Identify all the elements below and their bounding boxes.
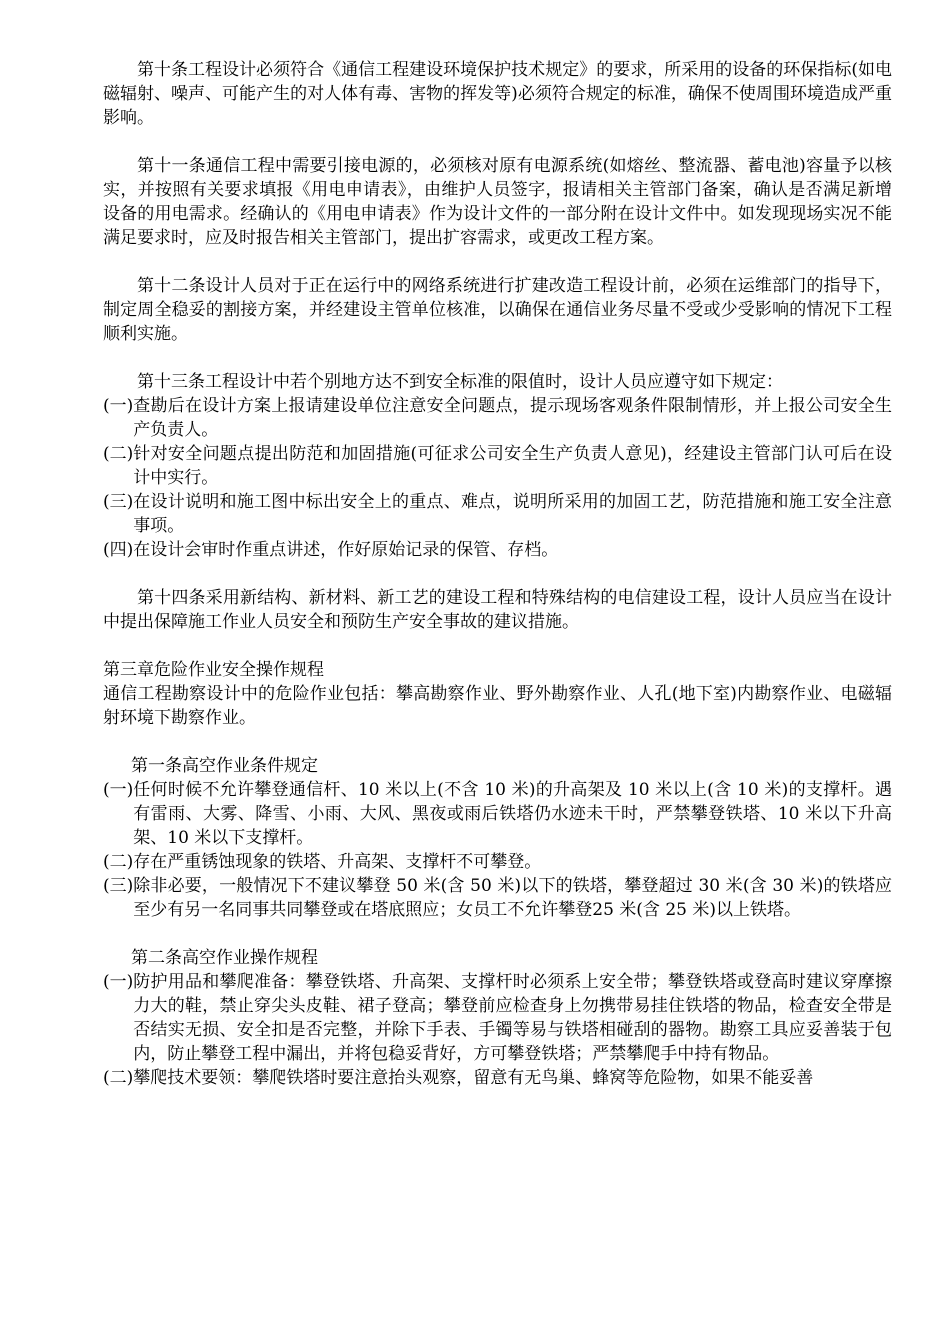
- article-12-paragraph: 第十二条设计人员对于正在运行中的网络系统进行扩建改造工程设计前，必须在运维部门的指导下，制定周全稳妥的割接方案，并经建设主管单位核准，以确保在通信业务尽量不受或少受影响的情况下工程顺利实施。: [103, 276, 892, 344]
- list-item-number: (四): [103, 540, 134, 560]
- list-item: [103, 970, 892, 1066]
- list-item-text: 存在严重锈蚀现象的铁塔、升高架、支撑杆不可攀登。: [133, 852, 542, 872]
- list-item-number: (三): [103, 876, 134, 896]
- chapter-3-intro: 通信工程勘察设计中的危险作业包括：攀高勘察作业、野外勘察作业、人孔(地下室)内勘察作业、电磁辐射环境下勘察作业。: [103, 684, 892, 728]
- article-10-paragraph: 第十条工程设计必须符合《通信工程建设环境保护技术规定》的要求，所采用的设备的环保指标(如电磁辐射、噪声、可能产生的对人体有毒、害物的挥发等)必须符合规定的标准，确保不使周围环境造成严重影响。: [103, 60, 892, 128]
- list-item: [103, 538, 892, 562]
- section-1-title: 第一条高空作业条件规定: [131, 756, 318, 776]
- list-item-text: 防护用品和攀爬准备：攀登铁塔、升高架、支撑杆时必须系上安全带；攀登铁塔或登高时建议穿摩擦力大的鞋，禁止穿尖头皮鞋、裙子登高；攀登前应检查身上勿携带易挂住铁塔的物品，检查安全带是否结实无损、安全扣是否完整，并除下手表、手镯等易与铁塔相碰刮的器物。勘察工具应妥善装于包内，防止攀登工程中漏出，并将包稳妥背好，方可攀登铁塔；严禁攀爬手中持有物品。: [133, 972, 892, 1064]
- article-13-paragraph: 第十三条工程设计中若个别地方达不到安全标准的限值时，设计人员应遵守如下规定：: [137, 372, 783, 392]
- list-item-number: (二): [103, 1068, 134, 1088]
- list-item: [103, 850, 892, 874]
- list-item: [103, 874, 892, 922]
- section-1-list: [103, 778, 892, 922]
- list-item-text: 在设计说明和施工图中标出安全上的重点、难点，说明所采用的加固工艺，防范措施和施工安全注意事项。: [133, 492, 892, 536]
- list-item-text: 攀爬技术要领：攀爬铁塔时要注意抬头观察，留意有无鸟巢、蜂窝等危险物，如果不能妥善: [133, 1068, 814, 1088]
- article-11-paragraph: 第十一条通信工程中需要引接电源的，必须核对原有电源系统(如熔丝、整流器、蓄电池)容量予以核实，并按照有关要求填报《用电申请表》，由维护人员签字，报请相关主管部门备案，确认是否满足新增设备的用电需求。经确认的《用电申请表》作为设计文件的一部分附在设计文件中。如发现现场实况不能满足要求时，应及时报告相关主管部门，提出扩容需求，或更改工程方案。: [103, 156, 892, 248]
- list-item: [103, 442, 892, 490]
- list-item-number: (二): [103, 852, 134, 872]
- list-item-text: 查勘后在设计方案上报请建设单位注意安全问题点，提示现场客观条件限制情形，并上报公司安全生产负责人。: [133, 396, 892, 440]
- list-item-text: 针对安全问题点提出防范和加固措施(可征求公司安全生产负责人意见)，经建设主管部门认可后在设计中实行。: [133, 444, 892, 488]
- section-2-title: 第二条高空作业操作规程: [131, 948, 318, 968]
- list-item-number: (二): [103, 444, 134, 464]
- article-14-paragraph: 第十四条采用新结构、新材料、新工艺的建设工程和特殊结构的电信建设工程，设计人员应当在设计中提出保障施工作业人员安全和预防生产安全事故的建议措施。: [103, 588, 892, 632]
- list-item: [103, 1066, 892, 1090]
- list-item: [103, 490, 892, 538]
- list-item-number: (一): [103, 972, 134, 992]
- section-2-list: [103, 970, 892, 1090]
- chapter-3-title: 第三章危险作业安全操作规程: [103, 660, 324, 680]
- list-item-text: 除非必要，一般情况下不建议攀登 50 米(含 50 米)以下的铁塔，攀登超过 30 米(含 30 米)的铁塔应至少有另一名同事共同攀登或在塔底照应；女员工不允许攀登25 米(含 25 米)以上铁塔。: [133, 876, 892, 920]
- article-13-list: [103, 394, 892, 562]
- list-item: [103, 778, 892, 850]
- list-item-text: 任何时候不允许攀登通信杆、10 米以上(不含 10 米)的升高架及 10 米以上(含 10 米)的支撑杆。遇有雷雨、大雾、降雪、小雨、大风、黑夜或雨后铁塔仍水迹未干时，严禁攀登铁塔、10 米以下升高架、10 米以下支撑杆。: [133, 780, 892, 848]
- list-item: [103, 394, 892, 442]
- list-item-number: (一): [103, 780, 134, 800]
- list-item-number: (三): [103, 492, 134, 512]
- list-item-number: (一): [103, 396, 134, 416]
- list-item-text: 在设计会审时作重点讲述，作好原始记录的保管、存档。: [133, 540, 559, 560]
